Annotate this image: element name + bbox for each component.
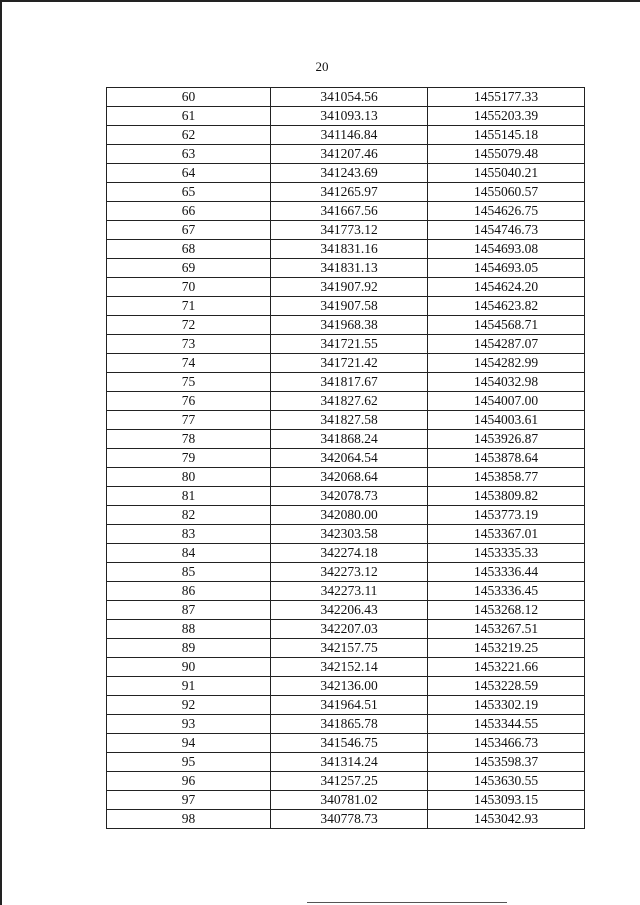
x-coordinate-cell: 341964.51 — [271, 696, 428, 715]
point-number-cell: 82 — [107, 506, 271, 525]
x-coordinate-cell: 341546.75 — [271, 734, 428, 753]
y-coordinate-cell: 1453598.37 — [428, 753, 585, 772]
x-coordinate-cell: 342303.58 — [271, 525, 428, 544]
x-coordinate-cell: 342136.00 — [271, 677, 428, 696]
point-number-cell: 98 — [107, 810, 271, 829]
y-coordinate-cell: 1453093.15 — [428, 791, 585, 810]
table-row — [107, 506, 585, 525]
y-coordinate-cell: 1453302.19 — [428, 696, 585, 715]
table-row — [107, 449, 585, 468]
table-row — [107, 734, 585, 753]
x-coordinate-cell: 340781.02 — [271, 791, 428, 810]
x-coordinate-cell: 341265.97 — [271, 183, 428, 202]
y-coordinate-cell: 1453228.59 — [428, 677, 585, 696]
coordinates-table — [106, 87, 585, 829]
x-coordinate-cell: 341054.56 — [271, 88, 428, 107]
y-coordinate-cell: 1453219.25 — [428, 639, 585, 658]
y-coordinate-cell: 1454624.20 — [428, 278, 585, 297]
y-coordinate-cell: 1453926.87 — [428, 430, 585, 449]
table-row — [107, 563, 585, 582]
y-coordinate-cell: 1453809.82 — [428, 487, 585, 506]
table-row — [107, 164, 585, 183]
point-number-cell: 94 — [107, 734, 271, 753]
point-number-cell: 76 — [107, 392, 271, 411]
y-coordinate-cell: 1453335.33 — [428, 544, 585, 563]
x-coordinate-cell: 342064.54 — [271, 449, 428, 468]
y-coordinate-cell: 1453267.51 — [428, 620, 585, 639]
x-coordinate-cell: 341831.16 — [271, 240, 428, 259]
table-row — [107, 126, 585, 145]
x-coordinate-cell: 342274.18 — [271, 544, 428, 563]
table-row — [107, 430, 585, 449]
y-coordinate-cell: 1453878.64 — [428, 449, 585, 468]
table-row — [107, 544, 585, 563]
y-coordinate-cell: 1455079.48 — [428, 145, 585, 164]
y-coordinate-cell: 1454693.05 — [428, 259, 585, 278]
table-row — [107, 373, 585, 392]
point-number-cell: 83 — [107, 525, 271, 544]
x-coordinate-cell: 341907.58 — [271, 297, 428, 316]
point-number-cell: 85 — [107, 563, 271, 582]
point-number-cell: 78 — [107, 430, 271, 449]
table-row — [107, 88, 585, 107]
table-row — [107, 696, 585, 715]
x-coordinate-cell: 342206.43 — [271, 601, 428, 620]
point-number-cell: 64 — [107, 164, 271, 183]
y-coordinate-cell: 1454003.61 — [428, 411, 585, 430]
table-row — [107, 620, 585, 639]
x-coordinate-cell: 340778.73 — [271, 810, 428, 829]
table-row — [107, 354, 585, 373]
point-number-cell: 91 — [107, 677, 271, 696]
table-row — [107, 316, 585, 335]
point-number-cell: 67 — [107, 221, 271, 240]
point-number-cell: 69 — [107, 259, 271, 278]
y-coordinate-cell: 1454007.00 — [428, 392, 585, 411]
x-coordinate-cell: 341667.56 — [271, 202, 428, 221]
y-coordinate-cell: 1454623.82 — [428, 297, 585, 316]
coordinates-table-body — [107, 88, 585, 829]
table-row — [107, 715, 585, 734]
y-coordinate-cell: 1453268.12 — [428, 601, 585, 620]
y-coordinate-cell: 1454282.99 — [428, 354, 585, 373]
y-coordinate-cell: 1454693.08 — [428, 240, 585, 259]
y-coordinate-cell: 1454032.98 — [428, 373, 585, 392]
point-number-cell: 74 — [107, 354, 271, 373]
point-number-cell: 66 — [107, 202, 271, 221]
point-number-cell: 72 — [107, 316, 271, 335]
point-number-cell: 77 — [107, 411, 271, 430]
x-coordinate-cell: 342273.12 — [271, 563, 428, 582]
y-coordinate-cell: 1455203.39 — [428, 107, 585, 126]
point-number-cell: 93 — [107, 715, 271, 734]
table-row — [107, 202, 585, 221]
footer-rule — [307, 902, 507, 903]
table-row — [107, 335, 585, 354]
x-coordinate-cell: 341146.84 — [271, 126, 428, 145]
point-number-cell: 96 — [107, 772, 271, 791]
point-number-cell: 88 — [107, 620, 271, 639]
point-number-cell: 86 — [107, 582, 271, 601]
x-coordinate-cell: 341827.62 — [271, 392, 428, 411]
y-coordinate-cell: 1453858.77 — [428, 468, 585, 487]
y-coordinate-cell: 1455145.18 — [428, 126, 585, 145]
y-coordinate-cell: 1454287.07 — [428, 335, 585, 354]
table-row — [107, 221, 585, 240]
point-number-cell: 73 — [107, 335, 271, 354]
point-number-cell: 92 — [107, 696, 271, 715]
point-number-cell: 61 — [107, 107, 271, 126]
table-row — [107, 183, 585, 202]
x-coordinate-cell: 342273.11 — [271, 582, 428, 601]
table-row — [107, 791, 585, 810]
point-number-cell: 87 — [107, 601, 271, 620]
table-row — [107, 677, 585, 696]
table-row — [107, 392, 585, 411]
x-coordinate-cell: 341721.42 — [271, 354, 428, 373]
y-coordinate-cell: 1453773.19 — [428, 506, 585, 525]
x-coordinate-cell: 341968.38 — [271, 316, 428, 335]
y-coordinate-cell: 1454568.71 — [428, 316, 585, 335]
y-coordinate-cell: 1455060.57 — [428, 183, 585, 202]
x-coordinate-cell: 341773.12 — [271, 221, 428, 240]
point-number-cell: 97 — [107, 791, 271, 810]
table-row — [107, 772, 585, 791]
x-coordinate-cell: 341093.13 — [271, 107, 428, 126]
point-number-cell: 89 — [107, 639, 271, 658]
point-number-cell: 80 — [107, 468, 271, 487]
table-row — [107, 259, 585, 278]
x-coordinate-cell: 342152.14 — [271, 658, 428, 677]
point-number-cell: 62 — [107, 126, 271, 145]
x-coordinate-cell: 341868.24 — [271, 430, 428, 449]
table-row — [107, 107, 585, 126]
x-coordinate-cell: 341817.67 — [271, 373, 428, 392]
x-coordinate-cell: 341207.46 — [271, 145, 428, 164]
y-coordinate-cell: 1453344.55 — [428, 715, 585, 734]
table-row — [107, 658, 585, 677]
y-coordinate-cell: 1453367.01 — [428, 525, 585, 544]
table-row — [107, 468, 585, 487]
point-number-cell: 68 — [107, 240, 271, 259]
y-coordinate-cell: 1453221.66 — [428, 658, 585, 677]
table-row — [107, 525, 585, 544]
table-row — [107, 753, 585, 772]
x-coordinate-cell: 341257.25 — [271, 772, 428, 791]
y-coordinate-cell: 1453630.55 — [428, 772, 585, 791]
point-number-cell: 65 — [107, 183, 271, 202]
y-coordinate-cell: 1454746.73 — [428, 221, 585, 240]
x-coordinate-cell: 342207.03 — [271, 620, 428, 639]
table-row — [107, 639, 585, 658]
point-number-cell: 70 — [107, 278, 271, 297]
point-number-cell: 71 — [107, 297, 271, 316]
page-number: 20 — [315, 59, 329, 74]
point-number-cell: 95 — [107, 753, 271, 772]
y-coordinate-cell: 1453336.45 — [428, 582, 585, 601]
point-number-cell: 81 — [107, 487, 271, 506]
x-coordinate-cell: 341831.13 — [271, 259, 428, 278]
y-coordinate-cell: 1453466.73 — [428, 734, 585, 753]
table-row — [107, 145, 585, 164]
x-coordinate-cell: 341907.92 — [271, 278, 428, 297]
point-number-cell: 90 — [107, 658, 271, 677]
x-coordinate-cell: 341827.58 — [271, 411, 428, 430]
point-number-cell: 75 — [107, 373, 271, 392]
y-coordinate-cell: 1455040.21 — [428, 164, 585, 183]
table-row — [107, 240, 585, 259]
table-row — [107, 487, 585, 506]
table-row — [107, 297, 585, 316]
x-coordinate-cell: 342080.00 — [271, 506, 428, 525]
x-coordinate-cell: 341243.69 — [271, 164, 428, 183]
point-number-cell: 79 — [107, 449, 271, 468]
x-coordinate-cell: 341865.78 — [271, 715, 428, 734]
x-coordinate-cell: 342078.73 — [271, 487, 428, 506]
y-coordinate-cell: 1454626.75 — [428, 202, 585, 221]
table-row — [107, 278, 585, 297]
table-row — [107, 582, 585, 601]
point-number-cell: 60 — [107, 88, 271, 107]
x-coordinate-cell: 342157.75 — [271, 639, 428, 658]
y-coordinate-cell: 1453042.93 — [428, 810, 585, 829]
y-coordinate-cell: 1455177.33 — [428, 88, 585, 107]
table-row — [107, 601, 585, 620]
point-number-cell: 63 — [107, 145, 271, 164]
x-coordinate-cell: 342068.64 — [271, 468, 428, 487]
table-row — [107, 810, 585, 829]
x-coordinate-cell: 341314.24 — [271, 753, 428, 772]
y-coordinate-cell: 1453336.44 — [428, 563, 585, 582]
x-coordinate-cell: 341721.55 — [271, 335, 428, 354]
table-row — [107, 411, 585, 430]
point-number-cell: 84 — [107, 544, 271, 563]
